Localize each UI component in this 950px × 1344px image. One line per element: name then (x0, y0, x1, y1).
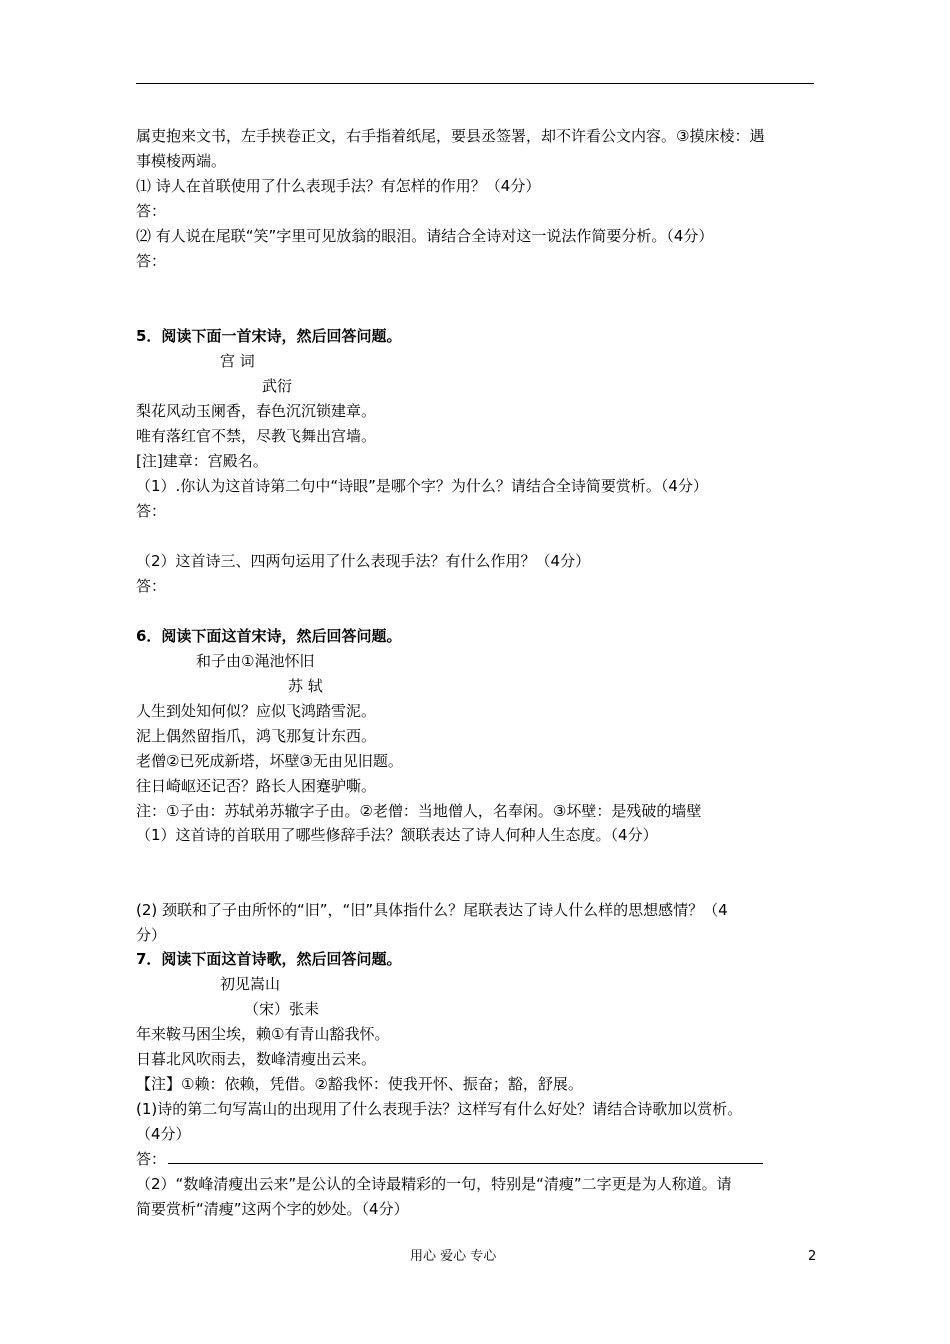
question-6-2: (2) 颈联和了子由所怀的“旧”，“旧”具体指什么？尾联表达了诗人什么样的思想感情？（4 (136, 901, 728, 919)
answer-label: 答： (136, 202, 167, 220)
section-7-heading: 7．阅读下面这首诗歌，然后回答问题。 (136, 950, 402, 968)
poem-title: 初见嵩山 (220, 975, 281, 993)
section-6-heading: 6．阅读下面这首宋诗，然后回答问题。 (136, 627, 402, 645)
annotation-line: 事模棱两端。 (136, 152, 227, 170)
answer-label: 答： (136, 1150, 167, 1168)
answer-label: 答： (136, 502, 167, 520)
question-4-1: ⑴ 诗人在首联使用了什么表现手法？有怎样的作用？（4分） (136, 177, 541, 195)
poem-note: [注]建章：宫殿名。 (136, 452, 268, 470)
poem-line: 人生到处知何似？应似飞鸿踏雪泥。 (136, 702, 377, 720)
poem-author: 苏 轼 (288, 677, 323, 695)
section-5-heading: 5．阅读下面一首宋诗，然后回答问题。 (136, 327, 402, 345)
question-5-2: （2）这首诗三、四两句运用了什么表现手法？有什么作用？（4分） (136, 552, 591, 570)
poem-author: （宋）张耒 (244, 1000, 320, 1018)
question-6-1: （1）这首诗的首联用了哪些修辞手法？颔联表达了诗人何种人生态度。（4分） (136, 826, 658, 844)
poem-line: 唯有落红官不禁，尽教飞舞出宫墙。 (136, 427, 377, 445)
poem-title: 宫 词 (220, 352, 255, 370)
page-number: 2 (808, 1249, 817, 1264)
answer-label: 答： (136, 252, 167, 270)
question-7-1: (1)诗的第二句写嵩山的出现用了什么表现手法？这样写有什么好处？请结合诗歌加以赏析。 (136, 1100, 743, 1118)
answer-blank-line[interactable] (168, 1149, 763, 1164)
poem-title: 和子由①渑池怀旧 (196, 652, 315, 670)
poem-line: 梨花风动玉阑香，春色沉沉锁建章。 (136, 402, 377, 420)
answer-row (136, 1149, 763, 1169)
poem-line: 往日崎岖还记否？路长人困蹇驴嘶。 (136, 777, 377, 795)
question-4-2: ⑵ 有人说在尾联“笑”字里可见放翁的眼泪。请结合全诗对这一说法作简要分析。（4分） (136, 227, 714, 245)
poem-line: 老僧②已死成新塔，坏壁③无由见旧题。 (136, 752, 403, 770)
question-7-2: （2）“数峰清瘦出云来”是公认的全诗最精彩的一句，特别是“清瘦”二字更是为人称道。请 (136, 1175, 732, 1193)
poem-note: 注：①子由：苏轼弟苏辙字子由。②老僧：当地僧人，名奉闲。③坏壁：是残破的墙壁 (136, 802, 702, 820)
annotation-line: 属吏抱来文书，左手挟卷正文，右手指着纸尾，要县丞签署，却不许看公文内容。③摸床棱：遇 (136, 127, 765, 145)
poem-line: 年来鞍马困尘埃，赖①有青山豁我怀。 (136, 1025, 390, 1043)
question-7-2-cont: 简要赏析“清瘦”这两个字的妙处。（4分） (136, 1200, 409, 1218)
header-rule (136, 83, 814, 84)
question-5-1: （1）.你认为这首诗第二句中“诗眼”是哪个字？为什么？请结合全诗简要赏析。（4分） (136, 477, 708, 495)
poem-line: 泥上偶然留指爪，鸿飞那复计东西。 (136, 727, 377, 745)
answer-label: 答： (136, 577, 167, 595)
question-7-1-cont: （4分） (136, 1125, 191, 1143)
poem-line: 日暮北风吹雨去，数峰清瘦出云来。 (136, 1050, 377, 1068)
poem-note: 【注】①赖：依赖，凭借。②豁我怀：使我开怀、振奋；豁，舒展。 (136, 1075, 583, 1093)
poem-author: 武衍 (262, 377, 293, 395)
page-footer: 用心 爱心 专心 (410, 1249, 497, 1264)
question-6-2-cont: 分） (136, 926, 167, 944)
